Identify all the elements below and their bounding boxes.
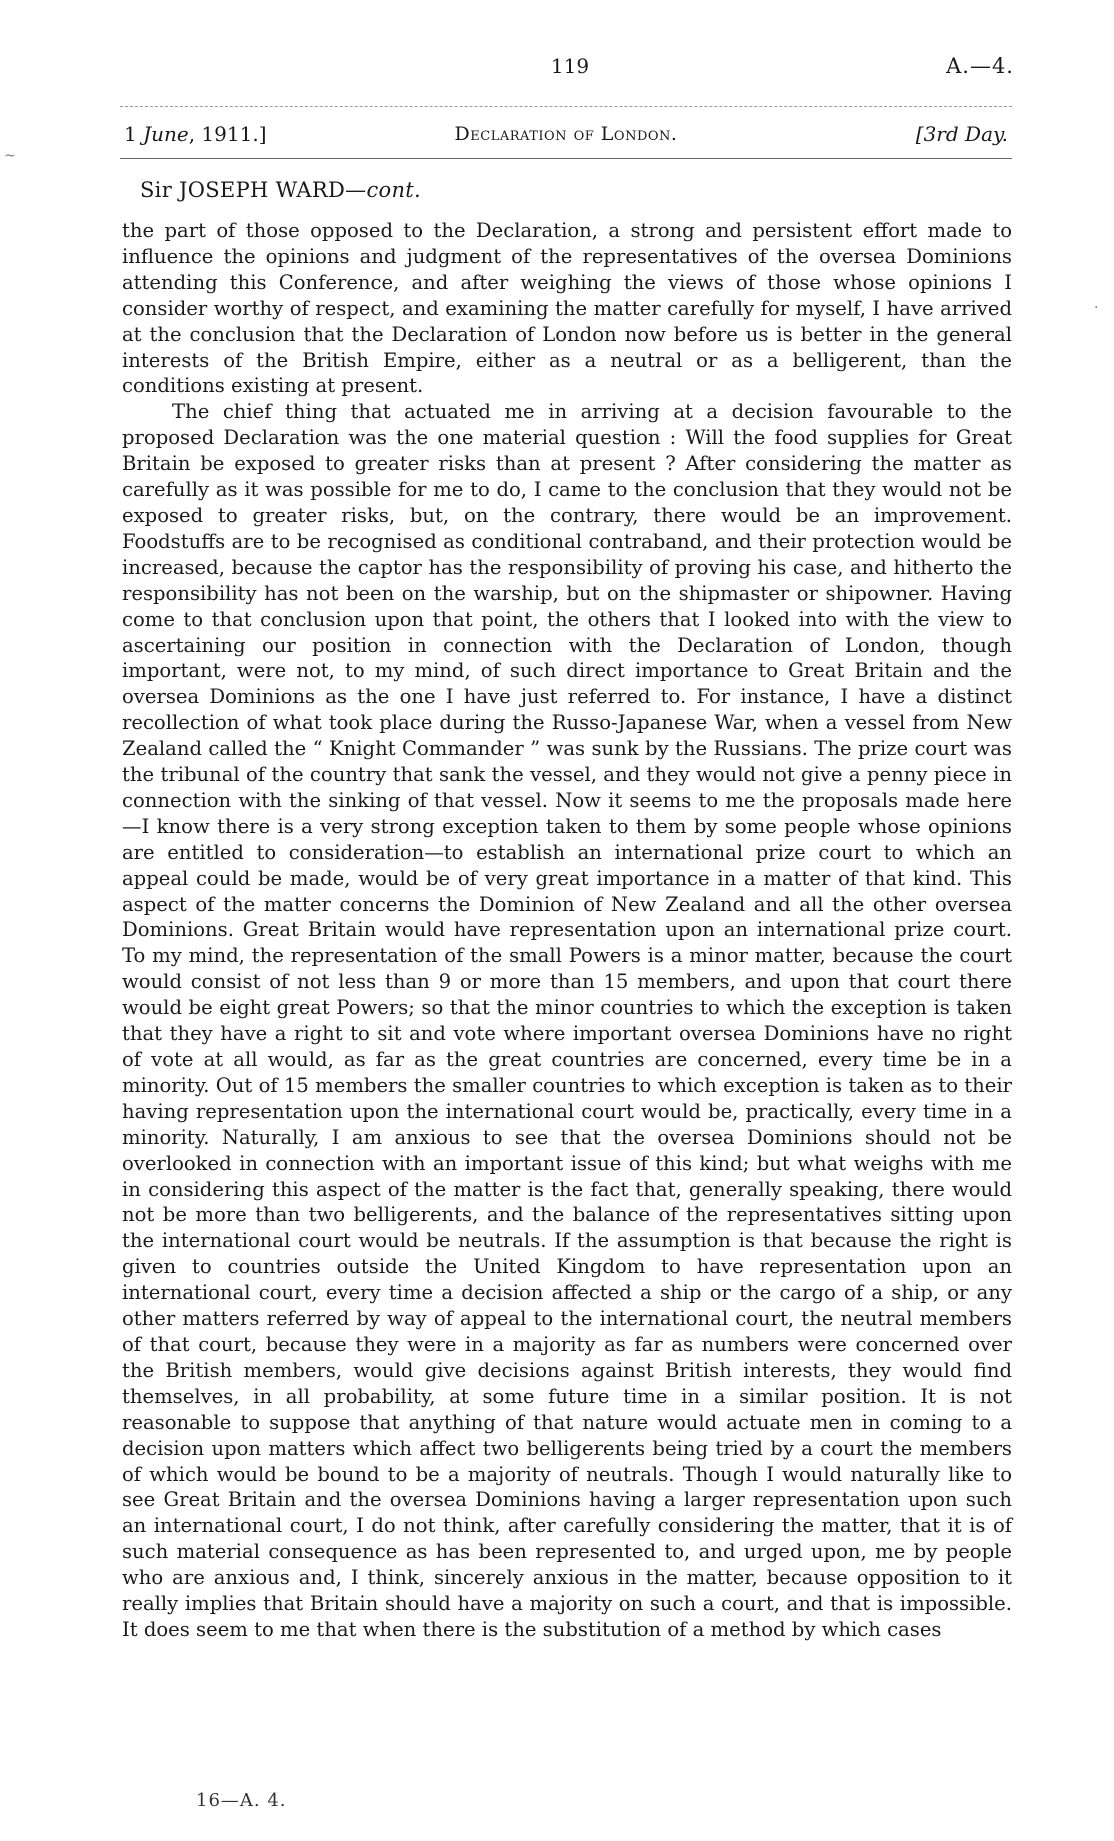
document-reference: A.—4.: [946, 54, 1014, 78]
header-rule: [120, 158, 1012, 159]
signature-mark: 16—A. 4.: [196, 1790, 287, 1811]
speaker-continued: —cont.: [345, 178, 421, 202]
running-header: [120, 118, 1012, 150]
top-row: [120, 48, 1020, 88]
header-date: 1 June, 1911.]: [124, 122, 267, 146]
speaker-heading: [140, 178, 421, 202]
speaker-name: Sir JOSEPH WARD: [140, 178, 346, 202]
header-title: Declaration of London.: [454, 123, 678, 145]
body-text: [122, 218, 1012, 1643]
paragraph: The chief thing that actuated me in arriving at a decision favourable to the proposed Declaration was the one material question : Will the food supplies for Great Britain be exposed to greater risks than at present ? After considering the matter as carefully as it was possible for me to do, I came to the conclusion that they would not be exposed to greater risks, but, on the contrary, there would be an improvement. Foodstuffs are to be recognised as conditional contraband, and their protection would be increased, because the captor has the responsibility of proving his case, and hitherto the responsibility has not been on the warship, but on the shipmaster or shipowner. Having come to that conclusion upon that point, the others that I looked into with the view to ascertaining our position in connection with the Declaration of London, though important, were not, to my mind, of such direct importance to Great Britain and the oversea Dominions as the one I have just referred to. For instance, I have a distinct recollection of what took place during the Russo-Japanese War, when a vessel from New Zealand called the “ Knight Commander ” was sunk by the Russians. The prize court was the tribunal of the country that sank the vessel, and they would not give a penny piece in connection with the sinking of that vessel. Now it seems to me the proposals made here—I know there is a very strong exception taken to them by some people whose opinions are entitled to consideration—to establish an international prize court to which an appeal could be made, would be of very great importance in a matter of that kind. This aspect of the matter concerns the Dominion of New Zealand and all the other oversea Dominions. Great Britain would have representation upon an international prize court. To my mind, the representation of the small Powers is a minor matter, because the court would consist of not less than 9 or more than 15 members, and upon that court there would be eight great Powers; so that the minor countries to which the exception is taken that they have a right to sit and vote where important oversea Dominions have no right of vote at all would, as far as the great countries are concerned, every time be in a minority. Out of 15 members the smaller countries to which exception is taken as to their having representation upon the international court would be, practically, every time in a minority. Naturally, I am anxious to see that the oversea Dominions should not be overlooked in connection with an important issue of this kind; but what weighs with me in considering this aspect of the matter is the fact that, generally speaking, there would not be more than two belligerents, and the balance of the representatives sitting upon the international court would be neutrals. If the assumption is that because the right is given to countries outside the United Kingdom to have representation upon an international court, every time a decision affected a ship or the cargo of a ship, or any other matters referred by way of appeal to the international court, the neutral members of that court, because they were in a majority as far as numbers were concerned over the British members, would give decisions against British interests, they would find themselves, in all probability, at some future time in a similar position. It is not reasonable to suppose that anything of that nature would actuate men in coming to a decision upon matters which affect two belligerents being tried by a court the members of which would be bound to be a majority of neutrals. Though I would naturally like to see Great Britain and the oversea Dominions having a larger representation upon such an international court, I do not think, after carefully considering the matter, that it is of such material consequence as has been represented to, and urged upon, me by people who are anxious and, I think, sincerely anxious in the matter, because opposition to it really implies that Britain should have a majority on such a court, and that is impossible. It does seem to me that when there is the substitution of a method by which cases: [122, 400, 1012, 1641]
margin-speck: ~: [4, 148, 16, 164]
margin-speck: ·: [1094, 300, 1099, 316]
paragraph: the part of those opposed to the Declaration, a strong and persistent effort made to influence the opinions and judgment of the representatives of the oversea Dominions attending this Conference, and after weighing the views of those whose opinions I consider worthy of respect, and examining the matter carefully for myself, I have arrived at the conclusion that the Declaration of London now before us is better in the general interests of the British Empire, either as a neutral or as a belligerent, than the conditions existing at present.: [122, 219, 1012, 398]
header-day: [3rd Day.: [915, 122, 1008, 146]
top-rule: [120, 106, 1012, 107]
page-number: 119: [550, 54, 590, 78]
